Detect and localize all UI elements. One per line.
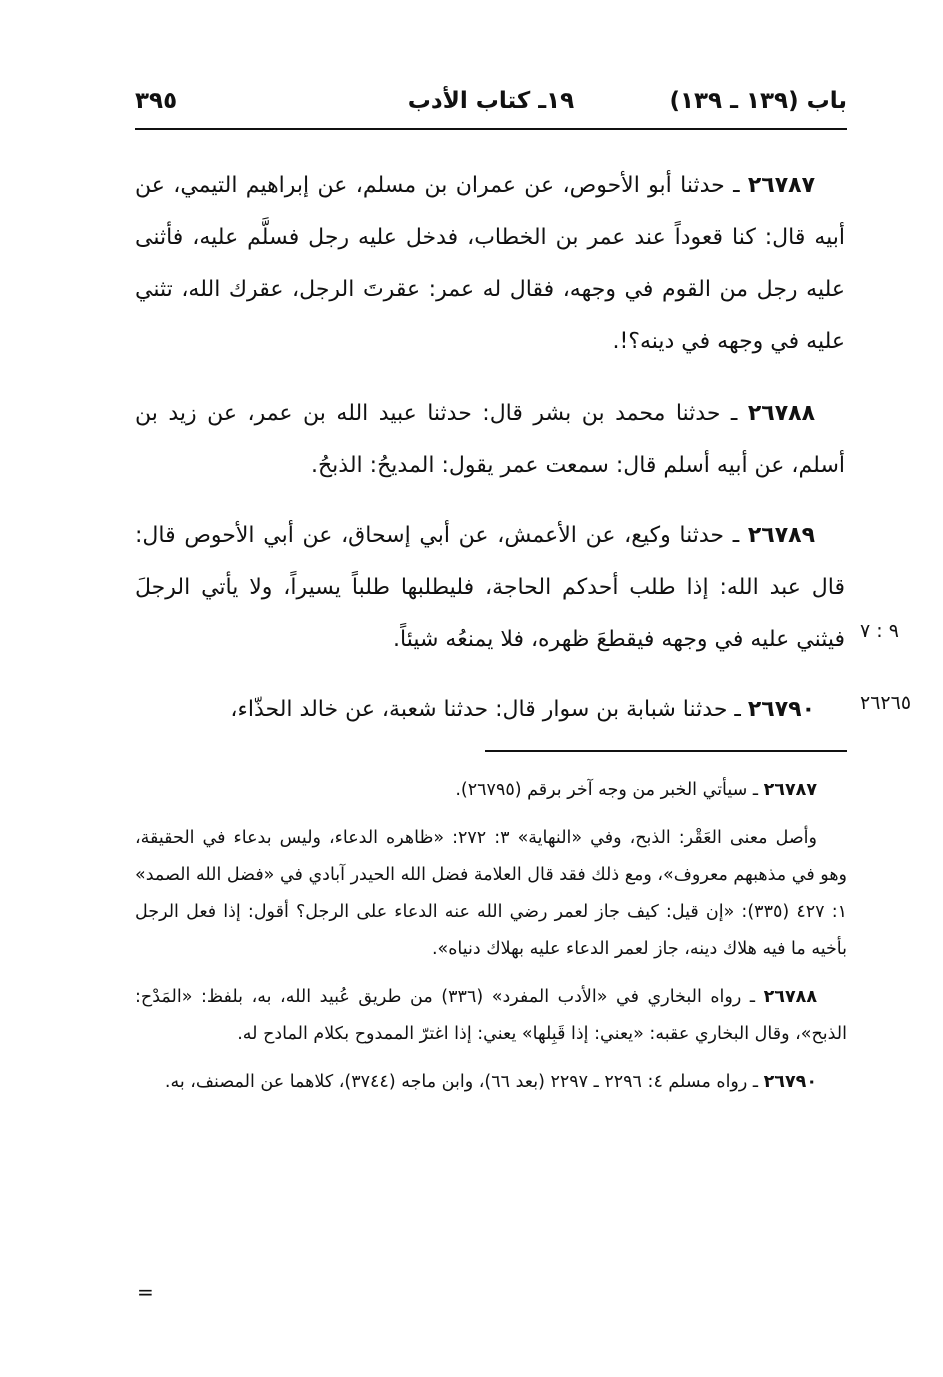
footnote-number: ٢٦٧٨٨ [763, 987, 818, 1007]
hadith-text: ـ حدثنا أبو الأحوص، عن عمران بن مسلم، عن إبراهيم التيمي، عن أبيه قال: كنا قعوداً عند عمر بن الخطاب، فدخل عليه رجل فسلَّم عليه، فأثنى عليه رجل من القوم في وجهه، فقال له عمر: عقرتَ الرجل، عقرك الله، تثني عليه في وجهه في دينه؟!. [135, 173, 845, 354]
hadith-paragraph [135, 684, 845, 736]
hadith-number: ٢٦٧٨٨ [747, 401, 815, 426]
continuation-mark: = [137, 1280, 154, 1304]
footnote-number: ٢٦٧٨٧ [763, 780, 817, 800]
footnote [135, 1064, 847, 1101]
hadith-number: ٢٦٧٨٧ [747, 173, 815, 198]
footnote-text: ـ سيأتي الخبر من وجه آخر برقم (٢٦٧٩٥). [455, 780, 764, 800]
hadith-text: ـ حدثنا وكيع، عن الأعمش، عن أبي إسحاق، عن أبي الأحوص قال: قال عبد الله: إذا طلب أحدكم الحاجة، فليطلبها طلباً يسيراً، ولا يأتي الرجلَ فيثني عليه في وجهه فيقطعَ ظهره، فلا يمنعُه شيئاً. [135, 523, 845, 652]
hadith-paragraph [135, 388, 845, 492]
hadith-number: ٢٦٧٩٠ [747, 697, 815, 722]
footnote-number: ٢٦٧٩٠ [763, 1072, 817, 1092]
margin-reference: ٢٦٢٦٥ [860, 692, 912, 714]
hadith-text: ـ حدثنا شبابة بن سوار قال: حدثنا شعبة، عن خالد الحذّاء، [230, 697, 748, 722]
running-header [135, 82, 847, 130]
hadith-number: ٢٦٧٨٩ [747, 523, 815, 548]
hadith-text: ـ حدثنا محمد بن بشر قال: حدثنا عبيد الله بن عمر، عن زيد بن أسلم، عن أبيه أسلم قال: سمعت عمر يقول: المديحُ: الذبحُ. [135, 401, 845, 478]
footnote [135, 979, 847, 1053]
footnotes [135, 772, 847, 1112]
footnote-text: ـ رواه البخاري في «الأدب المفرد» (٣٣٦) من طريق عُبيد الله، به، بلفظ: «المَدْح: الذبح»، وقال البخاري عقبه: «يعني: إذا قَبِلها» يعني: إذا اغترّ الممدوح بكلام المادح له. [135, 987, 847, 1044]
book-title: ١٩ـ كتاب الأدب [407, 88, 575, 114]
footnote [135, 820, 847, 968]
chapter-range: باب (١٣٩ ـ ١٣٩) [669, 88, 847, 114]
page-number: ٣٩٥ [135, 88, 178, 114]
main-text [135, 160, 845, 754]
footnote-separator [485, 750, 847, 752]
footnote-text: ـ رواه مسلم ٤: ٢٢٩٦ ـ ٢٢٩٧ (بعد ٦٦)، وابن ماجه (٣٧٤٤)، كلاهما عن المصنف، به. [164, 1072, 764, 1092]
margin-reference: ٩ : ٧ [860, 620, 899, 642]
footnote-text: وأصل معنى العَقْر: الذبح، وفي «النهاية» ٣: ٢٧٢: «ظاهره الدعاء، وليس بدعاء في الحقيقة، وهو في مذهبهم معروف»، ومع ذلك فقد قال العلامة فضل الله الحيدر آبادي في «فضل الله الصمد» ١: ٤٢٧ (٣٣٥): «إن قيل: كيف جاز لعمر رضي الله عنه الدعاء على الرجل؟ أقول: إذا فعل الرجل بأخيه ما فيه هلاك دينه، جاز لعمر الدعاء عليه بهلاك دنياه». [135, 828, 848, 959]
hadith-paragraph [135, 160, 845, 368]
footnote [135, 772, 847, 809]
hadith-paragraph [135, 510, 845, 666]
